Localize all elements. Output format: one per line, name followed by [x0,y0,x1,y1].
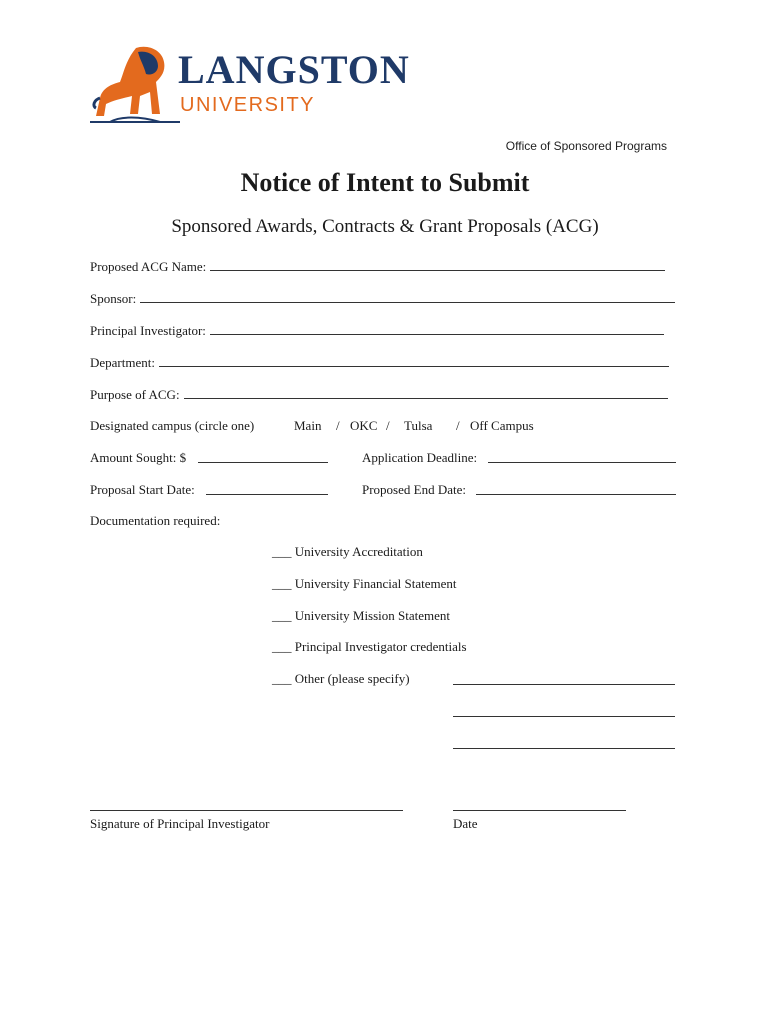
campus-label: Designated campus (circle one) [90,418,255,433]
doc-item-other[interactable]: ___ Other (please specify) [272,671,410,686]
page-subtitle: Sponsored Awards, Contracts & Grant Proposals (ACG) [171,216,599,237]
other-specify-line-2[interactable] [453,716,675,717]
signature-label: Signature of Principal Investigator [90,816,270,831]
campus-separator: / [386,418,390,433]
amount-label: Amount Sought: $ [90,450,187,465]
logo-subtitle: UNIVERSITY [180,94,316,116]
campus-option-main[interactable]: Main [294,418,322,433]
lion-icon [90,42,180,126]
acg-name-field[interactable] [210,258,665,271]
acg-name-row [90,258,665,275]
end-date-field[interactable] [476,494,676,495]
campus-option-tulsa[interactable]: Tulsa [404,418,433,433]
purpose-label: Purpose of ACG: [90,387,180,402]
pi-row [90,322,664,339]
page-title: Notice of Intent to Submit [240,168,530,197]
end-date-label: Proposed End Date: [362,482,466,497]
pi-field[interactable] [210,322,664,335]
date-label: Date [453,816,478,831]
campus-option-okc[interactable]: OKC [350,418,378,433]
doc-item-financial-statement[interactable]: ___ University Financial Statement [272,576,457,591]
doc-item-pi-credentials[interactable]: ___ Principal Investigator credentials [272,639,467,654]
sponsor-label: Sponsor: [90,291,137,306]
purpose-field[interactable] [184,386,668,399]
logo-wordmark: LANGSTON [178,47,410,92]
office-name: Office of Sponsored Programs [505,139,667,153]
department-label: Department: [90,355,155,370]
start-date-label: Proposal Start Date: [90,482,195,497]
other-specify-line-3[interactable] [453,748,675,749]
start-date-field[interactable] [206,494,328,495]
campus-option-off-campus[interactable]: Off Campus [470,418,534,433]
other-specify-line-1[interactable] [453,684,675,685]
signature-line[interactable] [90,810,403,811]
department-field[interactable] [159,354,669,367]
pi-label: Principal Investigator: [90,323,206,338]
department-row [90,354,669,371]
amount-field[interactable] [198,462,328,463]
campus-separator: / [336,418,340,433]
deadline-label: Application Deadline: [362,450,478,465]
doc-item-mission-statement[interactable]: ___ University Mission Statement [272,608,451,623]
date-line[interactable] [453,810,626,811]
documentation-label: Documentation required: [90,513,221,528]
deadline-field[interactable] [488,462,676,463]
acg-name-label: Proposed ACG Name: [90,259,207,274]
purpose-row [90,386,668,403]
sponsor-field[interactable] [140,290,675,303]
sponsor-row [90,290,675,307]
langston-logo [90,42,435,126]
doc-item-accreditation[interactable]: ___ University Accreditation [272,544,423,559]
campus-separator: / [456,418,460,433]
